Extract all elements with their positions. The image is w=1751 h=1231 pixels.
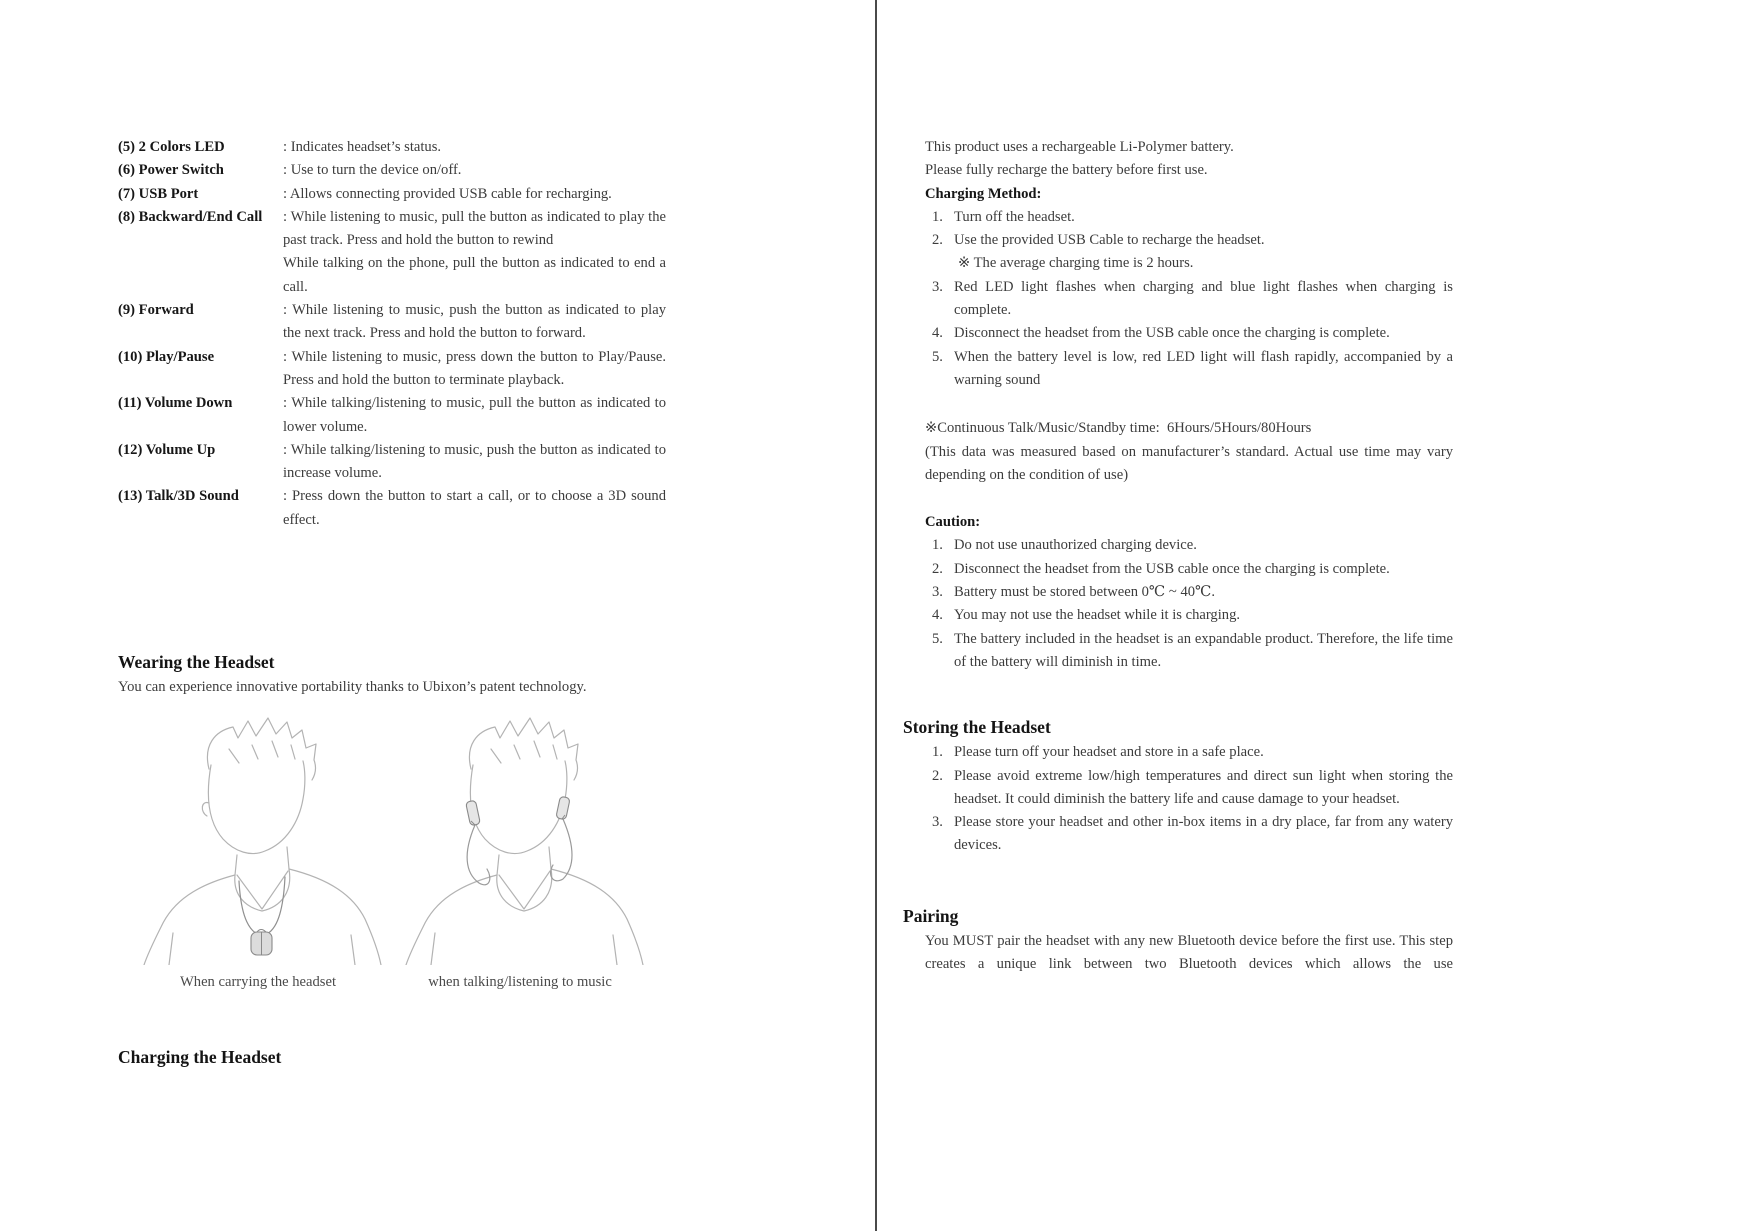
control-description: : Press down the button to start a call, or to choose a 3D sound effect. (283, 488, 666, 528)
step-text: When the battery level is low, red LED light will flash rapidly, accompanied by a warning sound (954, 348, 1453, 388)
control-term: (13) Talk/3D Sound (118, 488, 239, 505)
storing-number (932, 765, 954, 812)
caution-text: You may not use the headset while it is charging. (954, 607, 1241, 624)
storing-item (932, 741, 1453, 764)
control-term: (6) Power Switch (118, 162, 224, 179)
spec-note-disclaimer: (This data was measured based on manufacturer’s standard. Actual use time may vary depending on the condition of use) (925, 443, 1453, 483)
step-text: Red LED light flashes when charging and blue light flashes when charging is complete. (954, 278, 1453, 319)
storing-section (903, 713, 1751, 857)
caution-heading: Caution: (925, 514, 981, 531)
caution-text: Battery must be stored between 0℃ ~ 40℃. (954, 584, 1216, 601)
control-term: (8) Backward/End Call (118, 208, 263, 225)
caution-item (932, 604, 1453, 627)
step-number (932, 229, 954, 276)
step-text: Use the provided USB Cable to recharge the headset. ※ The average charging time is 2 hours. (954, 229, 1453, 276)
control-term: (11) Volume Down (118, 395, 233, 412)
figure-talking-illustration (395, 703, 645, 965)
charging-steps-list (932, 206, 1453, 392)
control-item (118, 299, 845, 346)
storing-item (932, 765, 1453, 812)
control-description: : While listening to music, pull the button as indicated to play the past track. Press and hold the button to rewind While talking on the phone, pull the button as indicated to end a call. (283, 208, 666, 295)
step-note: ※ The average charging time is 2 hours. (958, 255, 1194, 272)
charging-step (932, 229, 1453, 276)
wearing-intro: You can experience innovative portability thanks to Ubixon’s patent technology. (118, 679, 587, 696)
caution-item (932, 534, 1453, 557)
step-number (932, 322, 954, 345)
spec-note-line: ※Continuous Talk/Music/Standby time: 6Hours/5Hours/80Hours (925, 420, 1312, 437)
caution-item (932, 628, 1453, 675)
control-description: : While talking/listening to music, pull the button as indicated to lower volume. (283, 395, 666, 435)
control-term: (12) Volume Up (118, 441, 216, 458)
left-page (0, 0, 875, 1231)
spec-note (925, 417, 1453, 487)
caution-text: The battery included in the headset is an expandable product. Therefore, the life time of the battery will diminish in time. (954, 630, 1453, 670)
figure-carrying-caption: When carrying the headset (180, 974, 336, 991)
charging-step (932, 346, 1453, 393)
control-item (118, 485, 845, 532)
caution-number (932, 628, 954, 675)
control-description: : Use to turn the device on/off. (283, 162, 462, 179)
controls-list (118, 136, 845, 532)
control-item (118, 136, 845, 159)
right-earbud (556, 797, 570, 821)
pairing-heading: Pairing (903, 905, 959, 926)
storing-number (932, 741, 954, 764)
control-description: : While talking/listening to music, push the button as indicated to increase volume. (283, 441, 666, 482)
control-item (118, 439, 845, 486)
figure-carrying (128, 703, 388, 994)
caution-section (903, 511, 1751, 674)
charging-step (932, 206, 1453, 229)
caution-text: Do not use unauthorized charging device. (954, 537, 1197, 554)
storing-number (932, 811, 954, 858)
battery-intro-line: This product uses a rechargeable Li-Polymer battery. (925, 139, 1234, 155)
caution-text: Disconnect the headset from the USB cable once the charging is complete. (954, 560, 1390, 577)
control-term: (7) USB Port (118, 185, 199, 202)
step-number (932, 276, 954, 323)
storing-text: Please store your headset and other in-box items in a dry place, far from any watery devices. (954, 814, 1453, 854)
caution-item (932, 581, 1453, 604)
right-page (877, 0, 1751, 1231)
caution-list (932, 534, 1453, 674)
figure-talking (390, 703, 650, 994)
control-item (118, 346, 845, 393)
wearing-section (118, 648, 845, 995)
control-item (118, 183, 845, 206)
pairing-body: You MUST pair the headset with any new Bluetooth device before the first use. This step creates a unique link between two Bluetooth devices which allows the use (925, 932, 1453, 973)
control-term: (5) 2 Colors LED (118, 139, 225, 155)
caution-number (932, 604, 954, 627)
battery-intro (925, 136, 1453, 183)
control-term: (10) Play/Pause (118, 348, 215, 365)
control-description: : While listening to music, press down the button to Play/Pause. Press and hold the button to terminate playback. (283, 348, 666, 388)
step-text: Turn off the headset. (954, 208, 1075, 225)
control-item (118, 392, 845, 439)
figure-talking-caption: when talking/listening to music (428, 974, 612, 991)
headset-pendant (251, 930, 272, 956)
storing-list (932, 741, 1453, 857)
left-earbud (466, 801, 481, 827)
caution-number (932, 534, 954, 557)
wearing-heading: Wearing the Headset (118, 652, 275, 673)
step-text: Disconnect the headset from the USB cable once the charging is complete. (954, 325, 1390, 342)
control-description: : Indicates headset’s status. (283, 139, 442, 155)
charging-heading: Charging the Headset (118, 1046, 282, 1067)
storing-text: Please turn off your headset and store in a safe place. (954, 744, 1264, 761)
control-item (118, 206, 845, 299)
charging-step (932, 322, 1453, 345)
control-description: : While listening to music, push the button as indicated to play the next track. Press and hold the button to forward. (283, 302, 666, 342)
control-item (118, 159, 845, 182)
control-term: (9) Forward (118, 302, 194, 319)
battery-intro-line: Please fully recharge the battery before first use. (925, 162, 1208, 179)
step-number (932, 346, 954, 393)
caution-number (932, 581, 954, 604)
control-description: : Allows connecting provided USB cable for recharging. (283, 185, 612, 202)
pairing-section (903, 902, 1751, 977)
storing-item (932, 811, 1453, 858)
wearing-figures (128, 703, 845, 994)
caution-number (932, 558, 954, 581)
step-number (932, 206, 954, 229)
charging-step (932, 276, 1453, 323)
storing-text: Please avoid extreme low/high temperatures and direct sun light when storing the headset. It could diminish the battery life and cause damage to your headset. (954, 767, 1453, 807)
caution-item (932, 558, 1453, 581)
charging-method-heading: Charging Method: (925, 185, 1042, 202)
figure-carrying-illustration (133, 703, 383, 965)
storing-heading: Storing the Headset (903, 717, 1051, 738)
